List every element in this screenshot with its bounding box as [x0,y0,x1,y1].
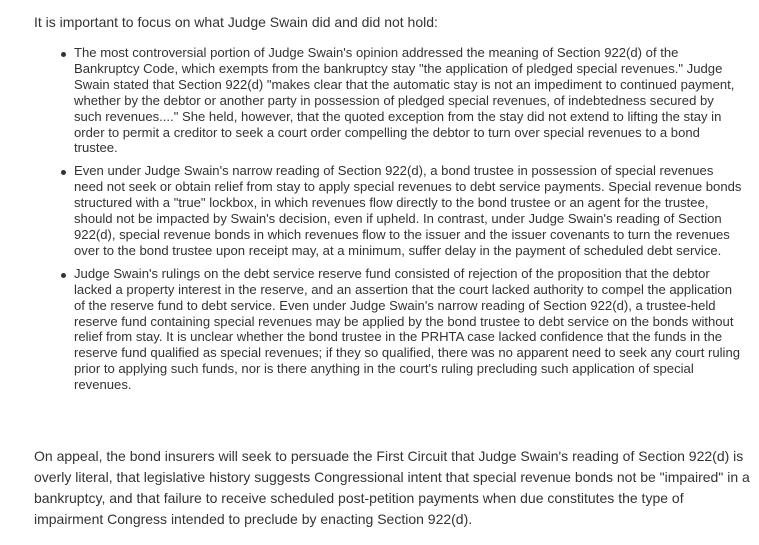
list-item [74,45,745,156]
bullet-icon [61,170,66,175]
list-item [74,163,745,258]
list-item-text: The most controversial portion of Judge Swain's opinion addressed the meaning of Section 922(d) of the Bankruptcy Code, which exempts from the bankruptcy stay "the application of pledged special revenues." Judge Swain stated that Section 922(d) "makes clear that the automatic stay is not an impediment to continued payment, whether by the debtor or another party in possession of pledged special revenues, of indebtedness secured by such revenues...." She held, however, that the quoted exception from the stay did not extend to lifting the stay in order to permit a creditor to seek a court order compelling the debtor to turn over special revenues to a bond trustee. [74,45,735,156]
closing-paragraph: On appeal, the bond insurers will seek to persuade the First Circuit that Judge Swain's reading of Section 922(d) is overly literal, that legislative history suggests Congressional intent that special revenue bonds not be "impaired" in a bankruptcy, and that failure to receive scheduled post-petition payments when due constitutes the type of impairment Congress intended to preclude by enacting Section 922(d). [34,448,750,527]
list-item [74,266,745,393]
intro-paragraph: It is important to focus on what Judge Swain did and did not hold: [34,14,438,30]
bullet-icon [61,273,66,278]
holdings-list [34,45,745,393]
list-item-text: Judge Swain's rulings on the debt service reserve fund consisted of rejection of the proposition that the debtor lacked a property interest in the reserve, and an assertion that the court lacked authority to compel the application of the reserve fund to debt service. Even under Judge Swain's narrow reading of Section 922(d), a trustee-held reserve fund containing special revenues may be applied by the bond trustee to debt service on the bonds without relief from stay. It is unclear whether the bond trustee in the PRHTA case lacked confidence that the funds in the reserve fund qualified as special revenues; if they so qualified, there was no apparent need to seek any court ruling prior to applying such funds, nor is there anything in the court's ruling precluding such application of special revenues. [74,265,741,393]
list-item-text: Even under Judge Swain's narrow reading of Section 922(d), a bond trustee in possession of special revenues need not seek or obtain relief from stay to apply special revenues to debt service payments. Special revenue bonds structured with a "true" lockbox, in which revenues flow directly to the bond trustee or an agent for the trustee, should not be impacted by Swain's decision, even if upheld. In contrast, under Judge Swain's reading of Section 922(d), special revenue bonds in which revenues flow to the issuer and the issuer covenants to turn the revenues over to the bond trustee upon receipt may, at a minimum, suffer delay in the payment of scheduled debt service. [74,163,742,258]
bullet-icon [61,52,66,57]
